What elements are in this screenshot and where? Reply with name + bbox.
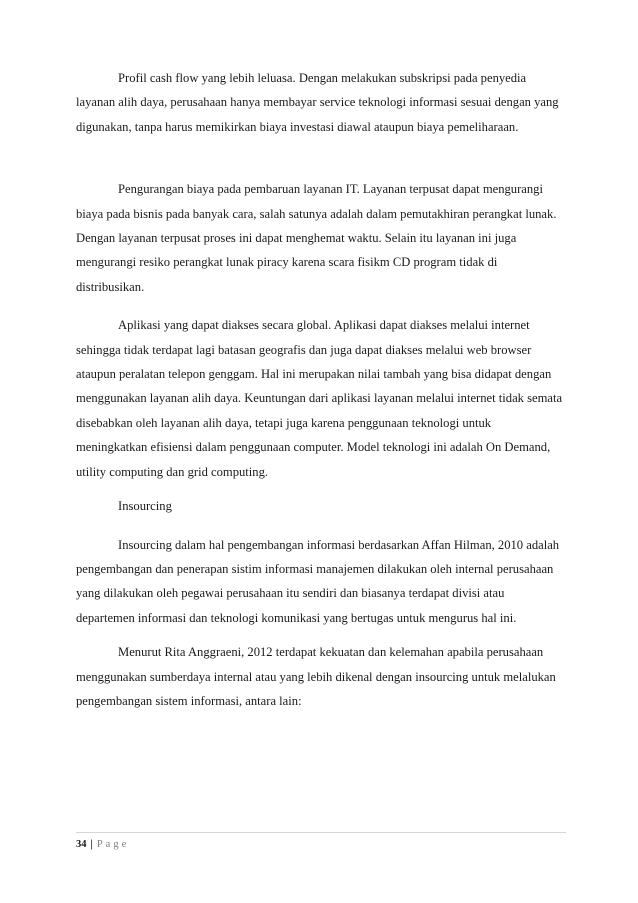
page-number: 34 [76,839,87,850]
paragraph-global-access: Aplikasi yang dapat diakses secara global. Aplikasi dapat diakses melalui internet sehingga tidak terdapat lagi batasan geografis dan juga dapat diakses melalui web browser ataupun peralatan telepon genggam. Hal ini merupakan nilai tambah yang bisa didapat dengan menggunakan layanan alih daya. Keuntungan dari aplikasi layanan melalui internet tidak semata disebabkan oleh layanan alih daya, tetapi juga karena penggunaan teknologi untuk meningkatkan efisiensi dalam penggunaan computer. Model teknologi ini adalah On Demand, utility computing dan grid computing. [76,318,563,479]
paragraph-strengths-weaknesses: Menurut Rita Anggraeni, 2012 terdapat kekuatan dan kelemahan apabila perusahaan menggunakan sumberdaya internal atau yang lebih dikenal dengan insourcing untuk melalukan pengembangan sistem informasi, antara lain: [76,645,556,708]
page-footer [76,838,129,852]
paragraph-cost-reduction: Pengurangan biaya pada pembaruan layanan IT. Layanan terpusat dapat mengurangi biaya pada bisnis pada banyak cara, salah satunya adalah dalam pemutakhiran perangkat lunak. Dengan layanan terpusat proses ini dapat menghemat waktu. Selain itu layanan ini juga mengurangi resiko perangkat lunak piracy karena scara fisikm CD program tidak di distribusikan. [76,182,557,294]
spacer [76,139,564,177]
page-label: Page [96,839,130,850]
spacer [76,519,564,533]
section-heading-insourcing: Insourcing [118,499,172,514]
spacer [76,484,564,494]
spacer [76,299,564,313]
paragraph-cash-flow: Profil cash flow yang lebih leluasa. Dengan melakukan subskripsi pada penyedia layanan alih daya, perusahaan hanya membayar service teknologi informasi sesuai dengan yang digunakan, tanpa harus memikirkan biaya investasi diawal ataupun biaya pemeliharaan. [76,71,559,134]
page-body [76,66,564,713]
spacer [76,630,564,640]
footer-divider [76,832,566,833]
paragraph-insourcing-definition: Insourcing dalam hal pengembangan informasi berdasarkan Affan Hilman, 2010 adalah pengembangan dan penerapan sistim informasi manajemen dilakukan oleh internal perusahaan yang dilakukan oleh pegawai perusahaan itu sendiri dan biasanya terdapat divisi atau departemen informasi dan teknologi komunikasi yang bertugas untuk mengurus hal ini. [76,537,560,625]
footer-separator: | [90,839,93,850]
